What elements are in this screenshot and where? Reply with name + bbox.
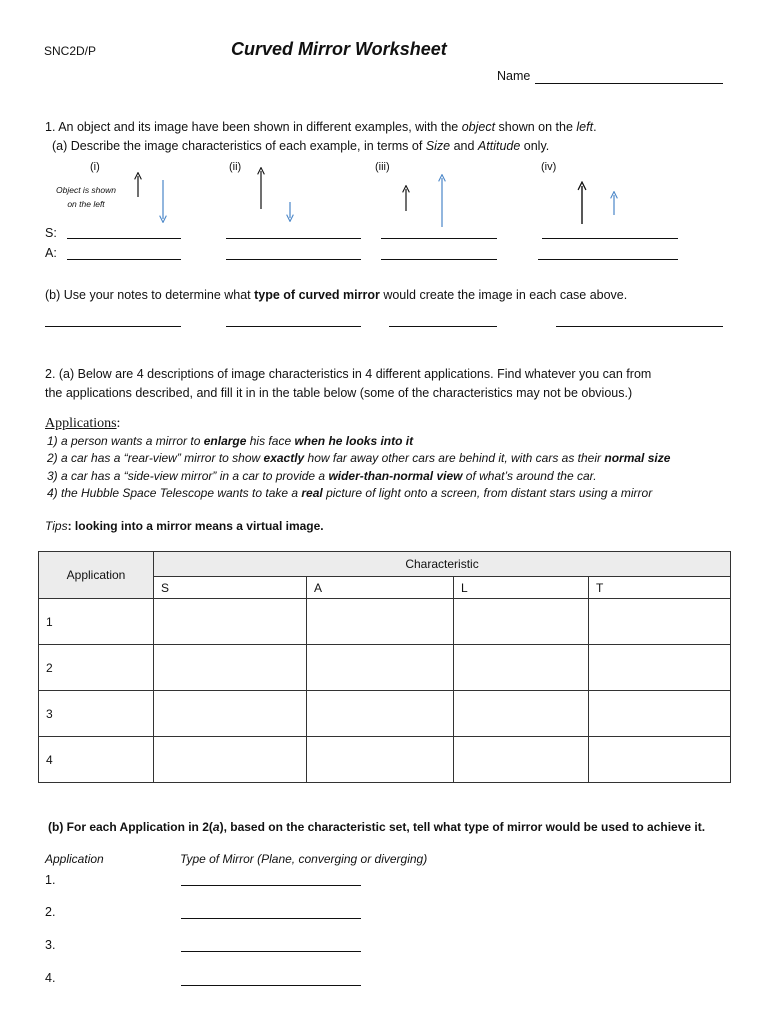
column-header-a: A xyxy=(307,577,454,599)
mirror-type-ii[interactable] xyxy=(226,326,361,327)
list-number-1: 1. xyxy=(45,873,56,887)
cell-a-3[interactable] xyxy=(307,691,454,737)
name-label: Name xyxy=(497,69,531,83)
row-number: 4 xyxy=(39,737,154,783)
cell-a-1[interactable] xyxy=(307,599,454,645)
mirror-type-i[interactable] xyxy=(45,326,181,327)
cell-t-4[interactable] xyxy=(589,737,731,783)
application-column-header: Application xyxy=(39,552,154,599)
q1-intro: 1. An object and its image have been shown in different examples, with the object shown on the left. xyxy=(45,120,597,134)
application-3: 3) a car has a “side-view mirror” in a car to provide a wider-than-normal view of what’s around the car. xyxy=(47,469,597,483)
cell-l-3[interactable] xyxy=(454,691,589,737)
cell-l-4[interactable] xyxy=(454,737,589,783)
q1-part-a: (a) Describe the image characteristics of each example, in terms of Size and Attitude only. xyxy=(52,139,550,153)
cell-s-2[interactable] xyxy=(154,645,307,691)
applications-heading: Applications: xyxy=(45,416,121,431)
example-label-iii: (iii) xyxy=(375,161,390,173)
answer-size-iii[interactable] xyxy=(381,238,497,239)
table-row xyxy=(39,599,731,645)
q2-part-a-line1: 2. (a) Below are 4 descriptions of image characteristics in 4 different applications. Find whatever you can from xyxy=(45,367,652,381)
list-number-2: 2. xyxy=(45,905,56,919)
mirror-arrows-diagram xyxy=(0,0,768,240)
column-header-l: L xyxy=(454,577,589,599)
cell-l-2[interactable] xyxy=(454,645,589,691)
answer-size-iv[interactable] xyxy=(542,238,678,239)
cell-t-1[interactable] xyxy=(589,599,731,645)
object-note: Object is shown on the left xyxy=(56,185,116,209)
example-label-i: (i) xyxy=(90,161,100,173)
cell-a-4[interactable] xyxy=(307,737,454,783)
answer-attitude-iv[interactable] xyxy=(538,259,678,260)
mirror-type-iii[interactable] xyxy=(389,326,497,327)
row-number: 2 xyxy=(39,645,154,691)
cell-t-2[interactable] xyxy=(589,645,731,691)
answer-attitude-ii[interactable] xyxy=(226,259,361,260)
row-number: 1 xyxy=(39,599,154,645)
answer-size-i[interactable] xyxy=(67,238,181,239)
answer-size-ii[interactable] xyxy=(226,238,361,239)
page-title: Curved Mirror Worksheet xyxy=(231,39,447,59)
tips: Tips: looking into a mirror means a virtual image. xyxy=(45,519,324,533)
application-1: 1) a person wants a mirror to enlarge his face when he looks into it xyxy=(47,434,414,448)
cell-s-1[interactable] xyxy=(154,599,307,645)
cell-a-2[interactable] xyxy=(307,645,454,691)
answer-attitude-iii[interactable] xyxy=(381,259,497,260)
row-label-attitude: A: xyxy=(45,246,57,260)
mirror-answer-3[interactable] xyxy=(181,951,361,952)
table-row xyxy=(39,645,731,691)
application-2: 2) a car has a “rear-view” mirror to show exactly how far away other cars are behind it, with cars as their normal size xyxy=(47,451,671,465)
characteristic-header: Characteristic xyxy=(154,552,731,577)
column-header-s: S xyxy=(154,577,307,599)
course-code: SNC2D/P xyxy=(44,44,97,58)
mirror-answer-1[interactable] xyxy=(181,885,361,886)
example-label-ii: (ii) xyxy=(229,161,242,173)
mirror-answer-4[interactable] xyxy=(181,985,361,986)
cell-t-3[interactable] xyxy=(589,691,731,737)
mirror-answer-2[interactable] xyxy=(181,918,361,919)
cell-l-1[interactable] xyxy=(454,599,589,645)
list-number-3: 3. xyxy=(45,938,56,952)
q2-part-b: (b) For each Application in 2(a), based on the characteristic set, tell what type of mirror would be used to achieve it. xyxy=(48,820,706,834)
list-type-label: Type of Mirror (Plane, converging or diverging) xyxy=(180,852,428,866)
application-4: 4) the Hubble Space Telescope wants to take a real picture of light onto a screen, from distant stars using a mirror xyxy=(47,486,653,500)
row-label-size: S: xyxy=(45,226,57,240)
table-row xyxy=(39,691,731,737)
cell-s-4[interactable] xyxy=(154,737,307,783)
row-number: 3 xyxy=(39,691,154,737)
answer-attitude-i[interactable] xyxy=(67,259,181,260)
characteristics-table xyxy=(38,551,731,783)
q1-part-b: (b) Use your notes to determine what type of curved mirror would create the image in each case above. xyxy=(45,288,628,302)
list-number-4: 4. xyxy=(45,971,56,985)
table-row xyxy=(39,737,731,783)
mirror-type-iv[interactable] xyxy=(556,326,723,327)
example-label-iv: (iv) xyxy=(541,161,557,173)
cell-s-3[interactable] xyxy=(154,691,307,737)
column-header-t: T xyxy=(589,577,731,599)
list-application-label: Application xyxy=(45,852,104,866)
q2-part-a-line2: the applications described, and fill it in in the table below (some of the characteristics may not be obvious.) xyxy=(45,386,633,400)
